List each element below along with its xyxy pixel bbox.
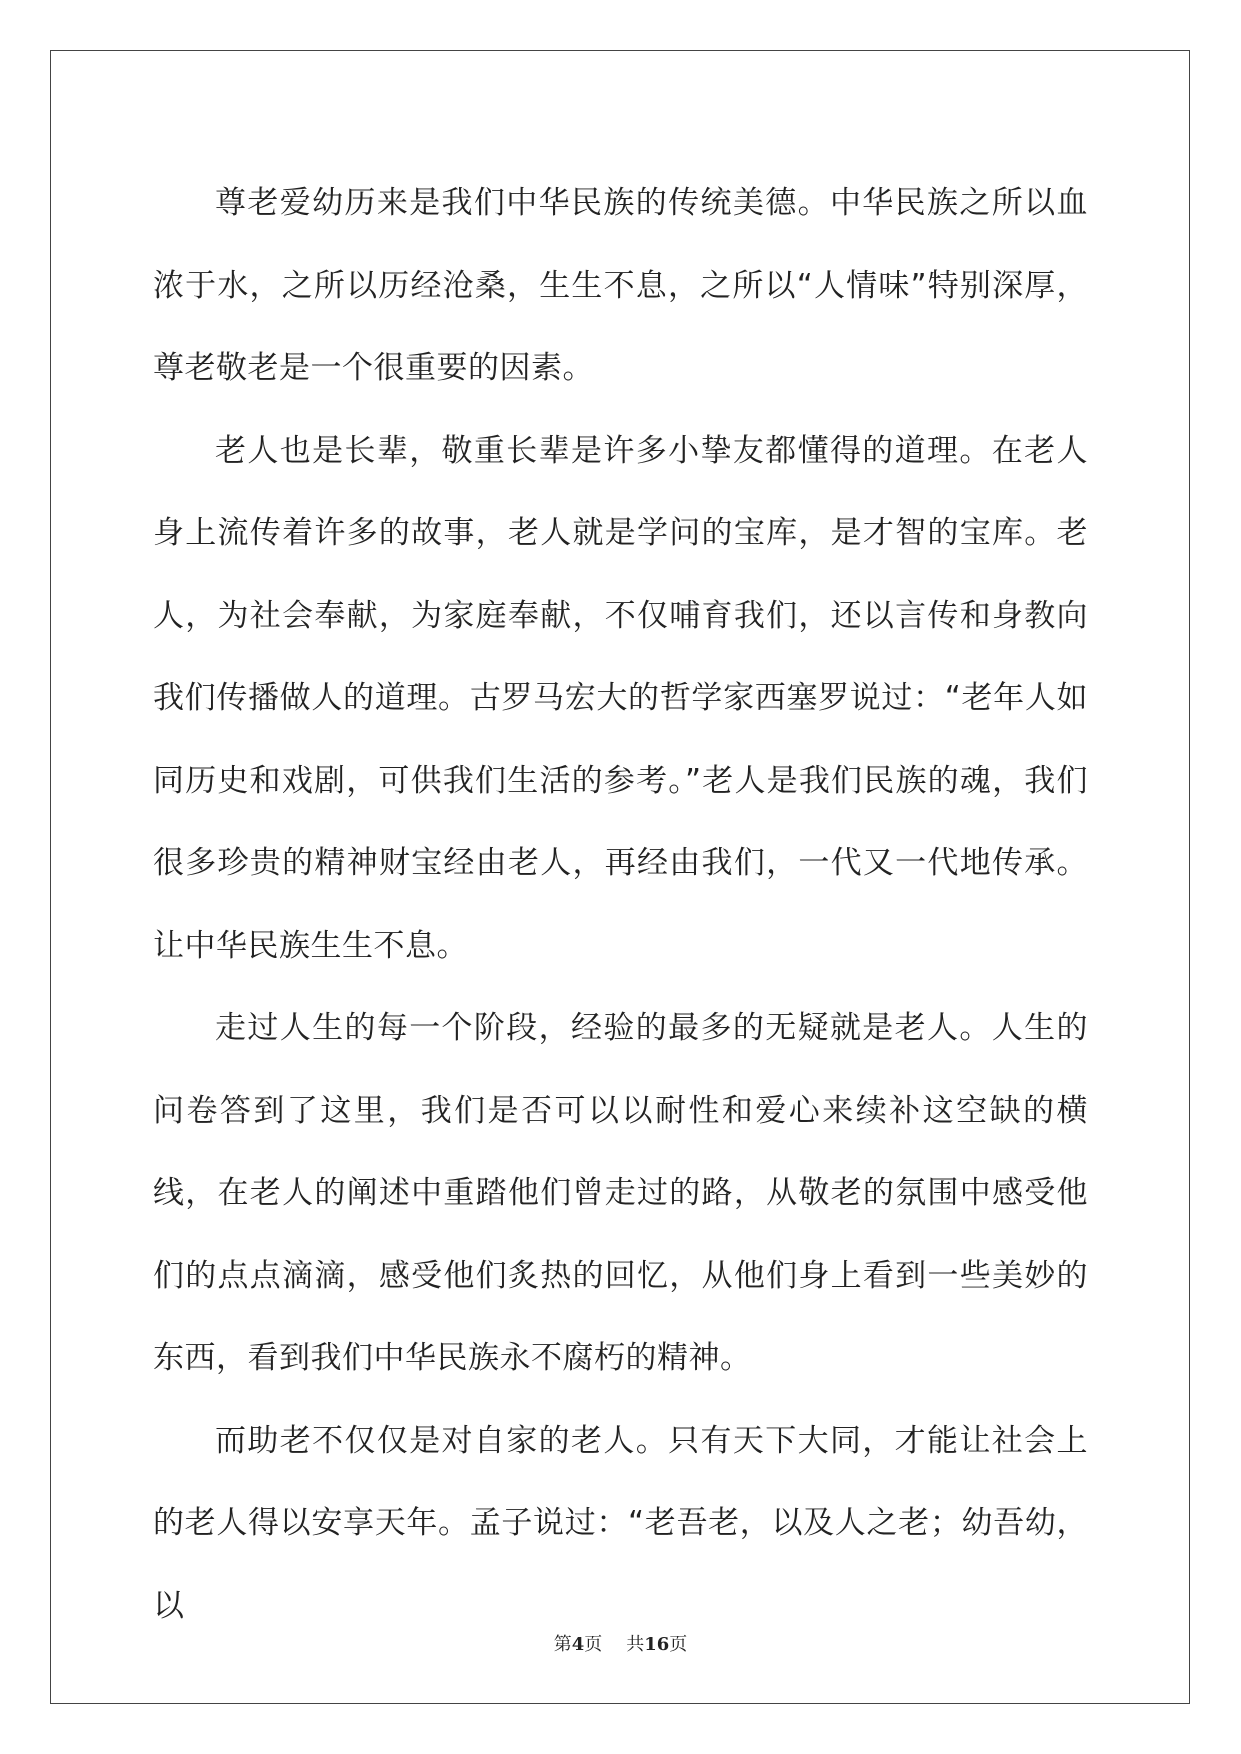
paragraph-4: 而助老不仅仅是对自家的老人。只有天下大同，才能让社会上的老人得以安享天年。孟子说过：“老吾老，以及人之老；幼吾幼，以 <box>153 1422 1088 1624</box>
document-body <box>153 162 1088 1647</box>
page-number: 4 <box>571 1634 585 1655</box>
total-pages-prefix: 共 <box>626 1634 645 1655</box>
page-number-suffix: 页 <box>584 1634 603 1655</box>
page-footer <box>0 1630 1241 1656</box>
paragraph-2: 老人也是长辈，敬重长辈是许多小挚友都懂得的道理。在老人身上流传着许多的故事，老人就是学问的宝库，是才智的宝库。老人，为社会奉献，为家庭奉献，不仅哺育我们，还以言传和身教向我们传播做人的道理。古罗马宏大的哲学家西塞罗说过：“老年人如同历史和戏剧，可供我们生活的参考。”老人是我们民族的魂，我们很多珍贵的精神财宝经由老人，再经由我们，一代又一代地传承。让中华民族生生不息。 <box>153 432 1088 964</box>
page-number-prefix: 第 <box>553 1634 572 1655</box>
paragraph-3: 走过人生的每一个阶段，经验的最多的无疑就是老人。人生的问卷答到了这里，我们是否可以以耐性和爱心来续补这空缺的横线，在老人的阐述中重踏他们曾走过的路，从敬老的氛围中感受他们的点点滴滴，感受他们炙热的回忆，从他们身上看到一些美妙的东西，看到我们中华民族永不腐朽的精神。 <box>153 1010 1088 1376</box>
total-pages: 16 <box>644 1634 670 1655</box>
total-pages-suffix: 页 <box>669 1634 688 1655</box>
paragraph-1: 尊老爱幼历来是我们中华民族的传统美德。中华民族之所以血浓于水，之所以历经沧桑，生生不息，之所以“人情味”特别深厚，尊老敬老是一个很重要的因素。 <box>153 185 1088 386</box>
